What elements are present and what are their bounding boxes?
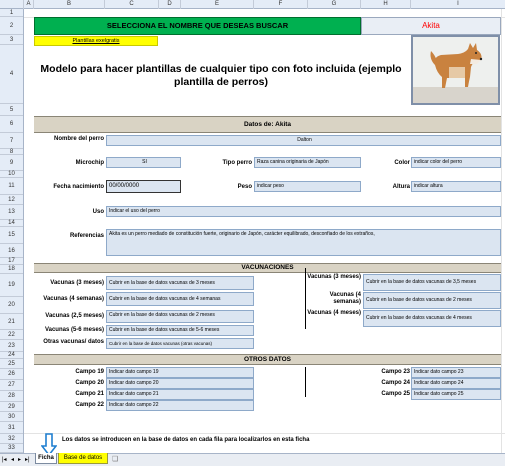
altura-field[interactable]: indicar altura: [411, 181, 501, 192]
data-section-name: Akita: [275, 121, 292, 128]
grid-line: [501, 9, 502, 453]
campo-left-label-1: Campo 19: [75, 369, 104, 375]
vacuna-left-label-2: Vacunas (4 semanas): [43, 296, 104, 302]
column-header-g[interactable]: G: [308, 0, 361, 9]
select-all-corner[interactable]: [0, 0, 24, 9]
row-header-5[interactable]: 5: [0, 104, 23, 116]
campo-left-field-1[interactable]: Indicar dato campo 19: [106, 367, 254, 378]
microchip-label: Microchip: [75, 160, 104, 166]
vacunaciones-header: VACUNACIONES: [34, 263, 501, 273]
tipo-perro-label: Tipo perro: [222, 160, 252, 166]
row-header-29[interactable]: 29: [0, 402, 23, 412]
peso-field[interactable]: indicar peso: [254, 181, 361, 192]
campo-right-label-1: Campo 23: [381, 369, 410, 375]
tab-next-icon[interactable]: ▸: [18, 457, 22, 463]
row-header-8[interactable]: 8: [0, 149, 23, 155]
uso-field[interactable]: Indicar el uso del perro: [106, 206, 501, 217]
row-header-13[interactable]: 13: [0, 205, 23, 220]
vacuna-left-label-5: Otras vacunas/ datos: [43, 339, 104, 345]
row-header-2[interactable]: 2: [0, 17, 23, 35]
column-header-a[interactable]: A: [24, 0, 34, 9]
campos-right-divider: [305, 367, 306, 397]
fecha-nacimiento-field[interactable]: 00/00/0000: [106, 180, 181, 193]
vacuna-right-label-3: Vacunas (4 meses): [307, 310, 361, 316]
row-header-11[interactable]: 11: [0, 178, 23, 195]
vacuna-right-label-2: Vacunas (4 semanas): [329, 292, 361, 305]
row-header-20[interactable]: 20: [0, 297, 23, 314]
column-header-i[interactable]: I: [457, 1, 459, 7]
altura-label: Altura: [392, 184, 410, 190]
nombre-label: Nombre del perro: [53, 136, 104, 142]
row-header-16[interactable]: 16: [0, 244, 23, 258]
row-header-17[interactable]: 17: [0, 258, 23, 265]
row-header-32[interactable]: 32: [0, 434, 23, 444]
campo-right-label-3: Campo 25: [381, 391, 410, 397]
row-header-10[interactable]: 10: [0, 171, 23, 178]
row-header-15[interactable]: 15: [0, 227, 23, 244]
tab-first-icon[interactable]: |◂: [2, 457, 7, 463]
row-header-18[interactable]: 18: [0, 265, 23, 274]
column-header-b[interactable]: B: [34, 0, 105, 9]
campo-left-field-3[interactable]: Indicar dato campo 21: [106, 389, 254, 400]
dog-photo-image: [413, 37, 498, 103]
tab-last-icon[interactable]: ▸|: [25, 457, 30, 463]
row-header-28[interactable]: 28: [0, 391, 23, 402]
tab-prev-icon[interactable]: ◂: [11, 457, 15, 463]
vacuna-left-field-1[interactable]: Cubrir en la base de datos vacunas de 3 meses: [106, 276, 254, 290]
grid-line: [24, 433, 505, 434]
row-header-7[interactable]: 7: [0, 133, 23, 149]
row-header-31[interactable]: 31: [0, 422, 23, 434]
campo-right-field-1[interactable]: Indicar dato campo 23: [411, 367, 501, 378]
column-header-c[interactable]: C: [105, 0, 159, 9]
campo-left-label-4: Campo 22: [75, 402, 104, 408]
selected-name-dropdown[interactable]: Akita: [361, 17, 501, 35]
uso-label: Uso: [92, 209, 104, 215]
column-header-bar: [0, 0, 505, 9]
vacuna-left-field-3[interactable]: Cubrir en la base de datos vacunas de 2 meses: [106, 310, 254, 323]
campo-left-field-2[interactable]: Indicar dato campo 20: [106, 378, 254, 389]
campo-right-field-2[interactable]: Indicar dato campo 24: [411, 378, 501, 389]
note-text: Los datos se introducen en la base de datos en cada fila para localizarlos en esta ficha: [62, 437, 310, 443]
row-header-9[interactable]: 9: [0, 155, 23, 171]
row-header-23[interactable]: 23: [0, 340, 23, 352]
otros-datos-header: OTROS DATOS: [34, 354, 501, 365]
row-header-1[interactable]: 1: [0, 9, 23, 17]
row-header-bar: [0, 9, 24, 453]
vacunas-right-divider: [305, 268, 306, 329]
column-header-h[interactable]: H: [361, 0, 411, 9]
row-header-6[interactable]: 6: [0, 116, 23, 133]
vacuna-right-field-2[interactable]: Cubrir en la base de datos vacunas de 2 meses: [363, 292, 501, 309]
new-sheet-icon[interactable]: ❏: [112, 456, 119, 463]
fecha-nacimiento-label: Fecha nacimiento: [53, 184, 104, 190]
vacuna-left-label-1: Vacunas (3 meses): [50, 280, 104, 286]
sheet-tab-bar: [0, 453, 505, 466]
vacuna-left-field-4[interactable]: Cubrir en la base de datos vacunas de 5-6 meses: [106, 325, 254, 336]
vacuna-right-label-1: Vacunas (3 meses): [307, 274, 361, 280]
templates-link[interactable]: Plantillas exelgratis: [34, 36, 158, 46]
vacuna-left-label-3: Vacunas (2,5 meses): [45, 313, 104, 319]
vacuna-left-field-5[interactable]: Cubrir en la base de datos vacunas (otras vacunas): [106, 338, 254, 349]
row-header-12[interactable]: 12: [0, 195, 23, 205]
vacuna-left-label-4: Vacunas (5-6 meses): [44, 327, 104, 333]
row-header-25[interactable]: 25: [0, 359, 23, 369]
row-header-19[interactable]: 19: [0, 274, 23, 297]
data-section-label: Datos de:: [243, 121, 274, 128]
campo-left-field-4[interactable]: Indicar dato campo 22: [106, 400, 254, 411]
row-header-26[interactable]: 26: [0, 369, 23, 380]
column-header-e[interactable]: E: [181, 0, 254, 9]
vacuna-right-field-3[interactable]: Cubrir en la base de datos vacunas de 4 meses: [363, 310, 501, 327]
data-section-header: [34, 116, 501, 133]
tipo-perro-field[interactable]: Raza canina originaria de Japón: [254, 157, 361, 168]
tab-base-de-datos[interactable]: Base de datos: [58, 453, 108, 464]
tab-ficha[interactable]: Ficha: [35, 453, 57, 464]
row-header-27[interactable]: 27: [0, 380, 23, 391]
referencias-field[interactable]: Akita es un perro mediado de constitución fuerte, originario de Japón, carácter equilibrado, desconfiado de los extraños,: [106, 229, 501, 256]
row-header-24[interactable]: 24: [0, 352, 23, 359]
row-header-30[interactable]: 30: [0, 412, 23, 422]
referencias-label: Referencias: [69, 233, 104, 239]
column-header-f[interactable]: F: [254, 0, 308, 9]
campo-left-label-3: Campo 21: [75, 391, 104, 397]
column-header-d[interactable]: D: [159, 0, 181, 9]
row-header-14[interactable]: 14: [0, 220, 23, 227]
campo-left-label-2: Campo 20: [75, 380, 104, 386]
color-field[interactable]: indicar color del perro: [411, 157, 501, 168]
color-label: Color: [394, 160, 410, 166]
row-header-4[interactable]: 4: [0, 45, 23, 104]
peso-label: Peso: [237, 184, 252, 190]
campo-right-field-3[interactable]: Indicar dato campo 25: [411, 389, 501, 400]
select-name-banner: SELECCIONA EL NOMBRE QUE DESEAS BUSCAR: [34, 17, 361, 35]
vacuna-left-field-2[interactable]: Cubrir en la base de datos vacunas de 4 semanas: [106, 292, 254, 306]
row-header-21[interactable]: 21: [0, 314, 23, 330]
page-title: Modelo para hacer plantillas de cualquier tipo con foto incluida (ejemplo plantilla de perros): [40, 63, 402, 88]
dog-photo: [411, 35, 500, 105]
microchip-field[interactable]: SI: [106, 157, 181, 168]
vacuna-right-field-1[interactable]: Cubrir en la base de datos vacunas de 3,5 meses: [363, 274, 501, 291]
row-header-22[interactable]: 22: [0, 330, 23, 340]
row-header-33[interactable]: 33: [0, 444, 23, 453]
row-header-3[interactable]: 3: [0, 35, 23, 45]
campo-right-label-2: Campo 24: [381, 380, 410, 386]
nombre-field[interactable]: Dalton: [106, 135, 501, 146]
